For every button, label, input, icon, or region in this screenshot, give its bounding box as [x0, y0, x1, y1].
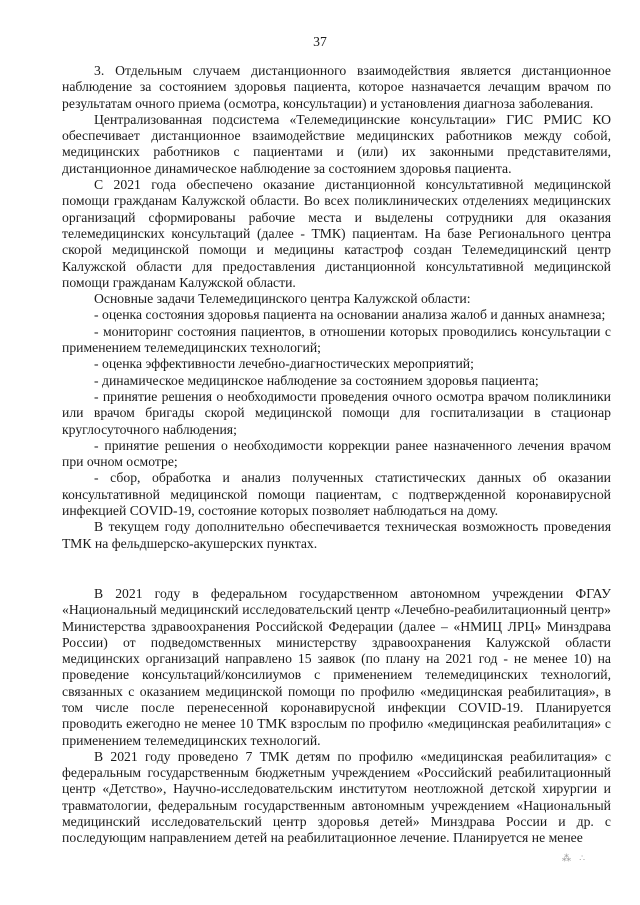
list-item: - оценка состояния здоровья пациента на основании анализа жалоб и данных анамнеза;	[94, 307, 606, 323]
list-item: - оценка эффективности лечебно-диагностических мероприятий;	[94, 356, 474, 372]
list-item: - динамическое медицинское наблюдение за состоянием здоровья пациента;	[94, 372, 539, 388]
paragraph-telemedicine-subsystem: Централизованная подсистема «Телемедицинские консультации» ГИС РМИС КО обеспечивает дистанционное взаимодействие медицинских работников между собой, медицинских работников с пациентами и (или) их законными представителями, дистанционное динамическое наблюдение за состоянием здоровья пациента.	[62, 111, 611, 176]
tasks-list	[62, 307, 611, 519]
list-item: - сбор, обработка и анализ полученных статистических данных об оказании консультативной медицинской помощи пациентам, с подтвержденной коронавирусной инфекцией COVID-19, состояние которых позволяет наблюдаться на дому.	[62, 470, 611, 519]
scan-mark-icon: ⁂ ∴	[562, 853, 588, 863]
document-body	[62, 63, 611, 847]
paragraph-tasks-heading: Основные задачи Телемедицинского центра Калужской области:	[94, 291, 471, 307]
list-item: - принятие решения о необходимости проведения очного осмотра врачом поликлиники или врачом бригады скорой медицинской помощи для госпитализации в стационар круглосуточного наблюдения;	[62, 388, 611, 437]
list-item: - мониторинг состояния пациентов, в отношении которых проводились консультации с применением телемедицинских технологий;	[62, 323, 611, 356]
page-number: 37	[313, 34, 327, 49]
paragraph-remote-monitoring: 3. Отдельным случаем дистанционного взаимодействия является дистанционное наблюдение за состоянием здоровья пациента, которое назначается лечащим врачом по результатам очного приема (осмотра, консультации) и установления диагноза заболевания.	[62, 63, 611, 111]
section-gap	[62, 552, 611, 586]
paragraph-current-year: В текущем году дополнительно обеспечивается техническая возможность проведения ТМК на фельдшерско-акушерских пунктах.	[62, 519, 611, 551]
paragraph-children-tmk: В 2021 году проведено 7 ТМК детям по профилю «медицинская реабилитация» с федеральным государственным бюджетным учреждением «Российский реабилитационный центр «Детство», Научно-исследовательским институтом неотложной детской хирургии и травматологии, федеральным государственным автономным учреждением «Национальный медицинский исследовательский центр здоровья детей» Минздрава России и др. с последующим направлением детей на реабилитационное лечение. Планируется не менее	[62, 748, 611, 846]
paragraph-2021-consultations: С 2021 года обеспечено оказание дистанционной консультативной медицинской помощи гражданам Калужской области. Во всех поликлинических отделениях медицинских организаций сформированы рабочие места и выделены сотрудники для оказания телемедицинских консультаций (далее - ТМК) пациентам. На базе Регионального центра скорой медицинской помощи и медицины катастроф создан Телемедицинский центр Калужской области для предоставления дистанционной консультативной медицинской помощи гражданам Калужской области.	[62, 177, 611, 290]
paragraph-nmic-lrc: В 2021 году в федеральном государственном автономном учреждении ФГАУ «Национальный медицинский исследовательский центр «Лечебно-реабилитационный центр» Министерства здравоохранения Российской Федерации (далее – «НМИЦ ЛРЦ» Минздрава России) от подведомственных министерству здравоохранения Калужской области медицинских организаций направлено 15 заявок (по плану на 2021 год - не менее 10) на проведение консультаций/консилиумов с применением телемедицинских технологий, связанных с оказанием медицинской помощи по профилю «медицинская реабилитация», в том числе после перенесенной коронавирусной инфекции COVID-19. Планируется проводить ежегодно не менее 10 ТМК взрослым по профилю «медицинская реабилитация» с применением телемедицинских технологий.	[62, 585, 611, 748]
list-item: - принятие решения о необходимости коррекции ранее назначенного лечения врачом при очном осмотре;	[62, 437, 611, 470]
